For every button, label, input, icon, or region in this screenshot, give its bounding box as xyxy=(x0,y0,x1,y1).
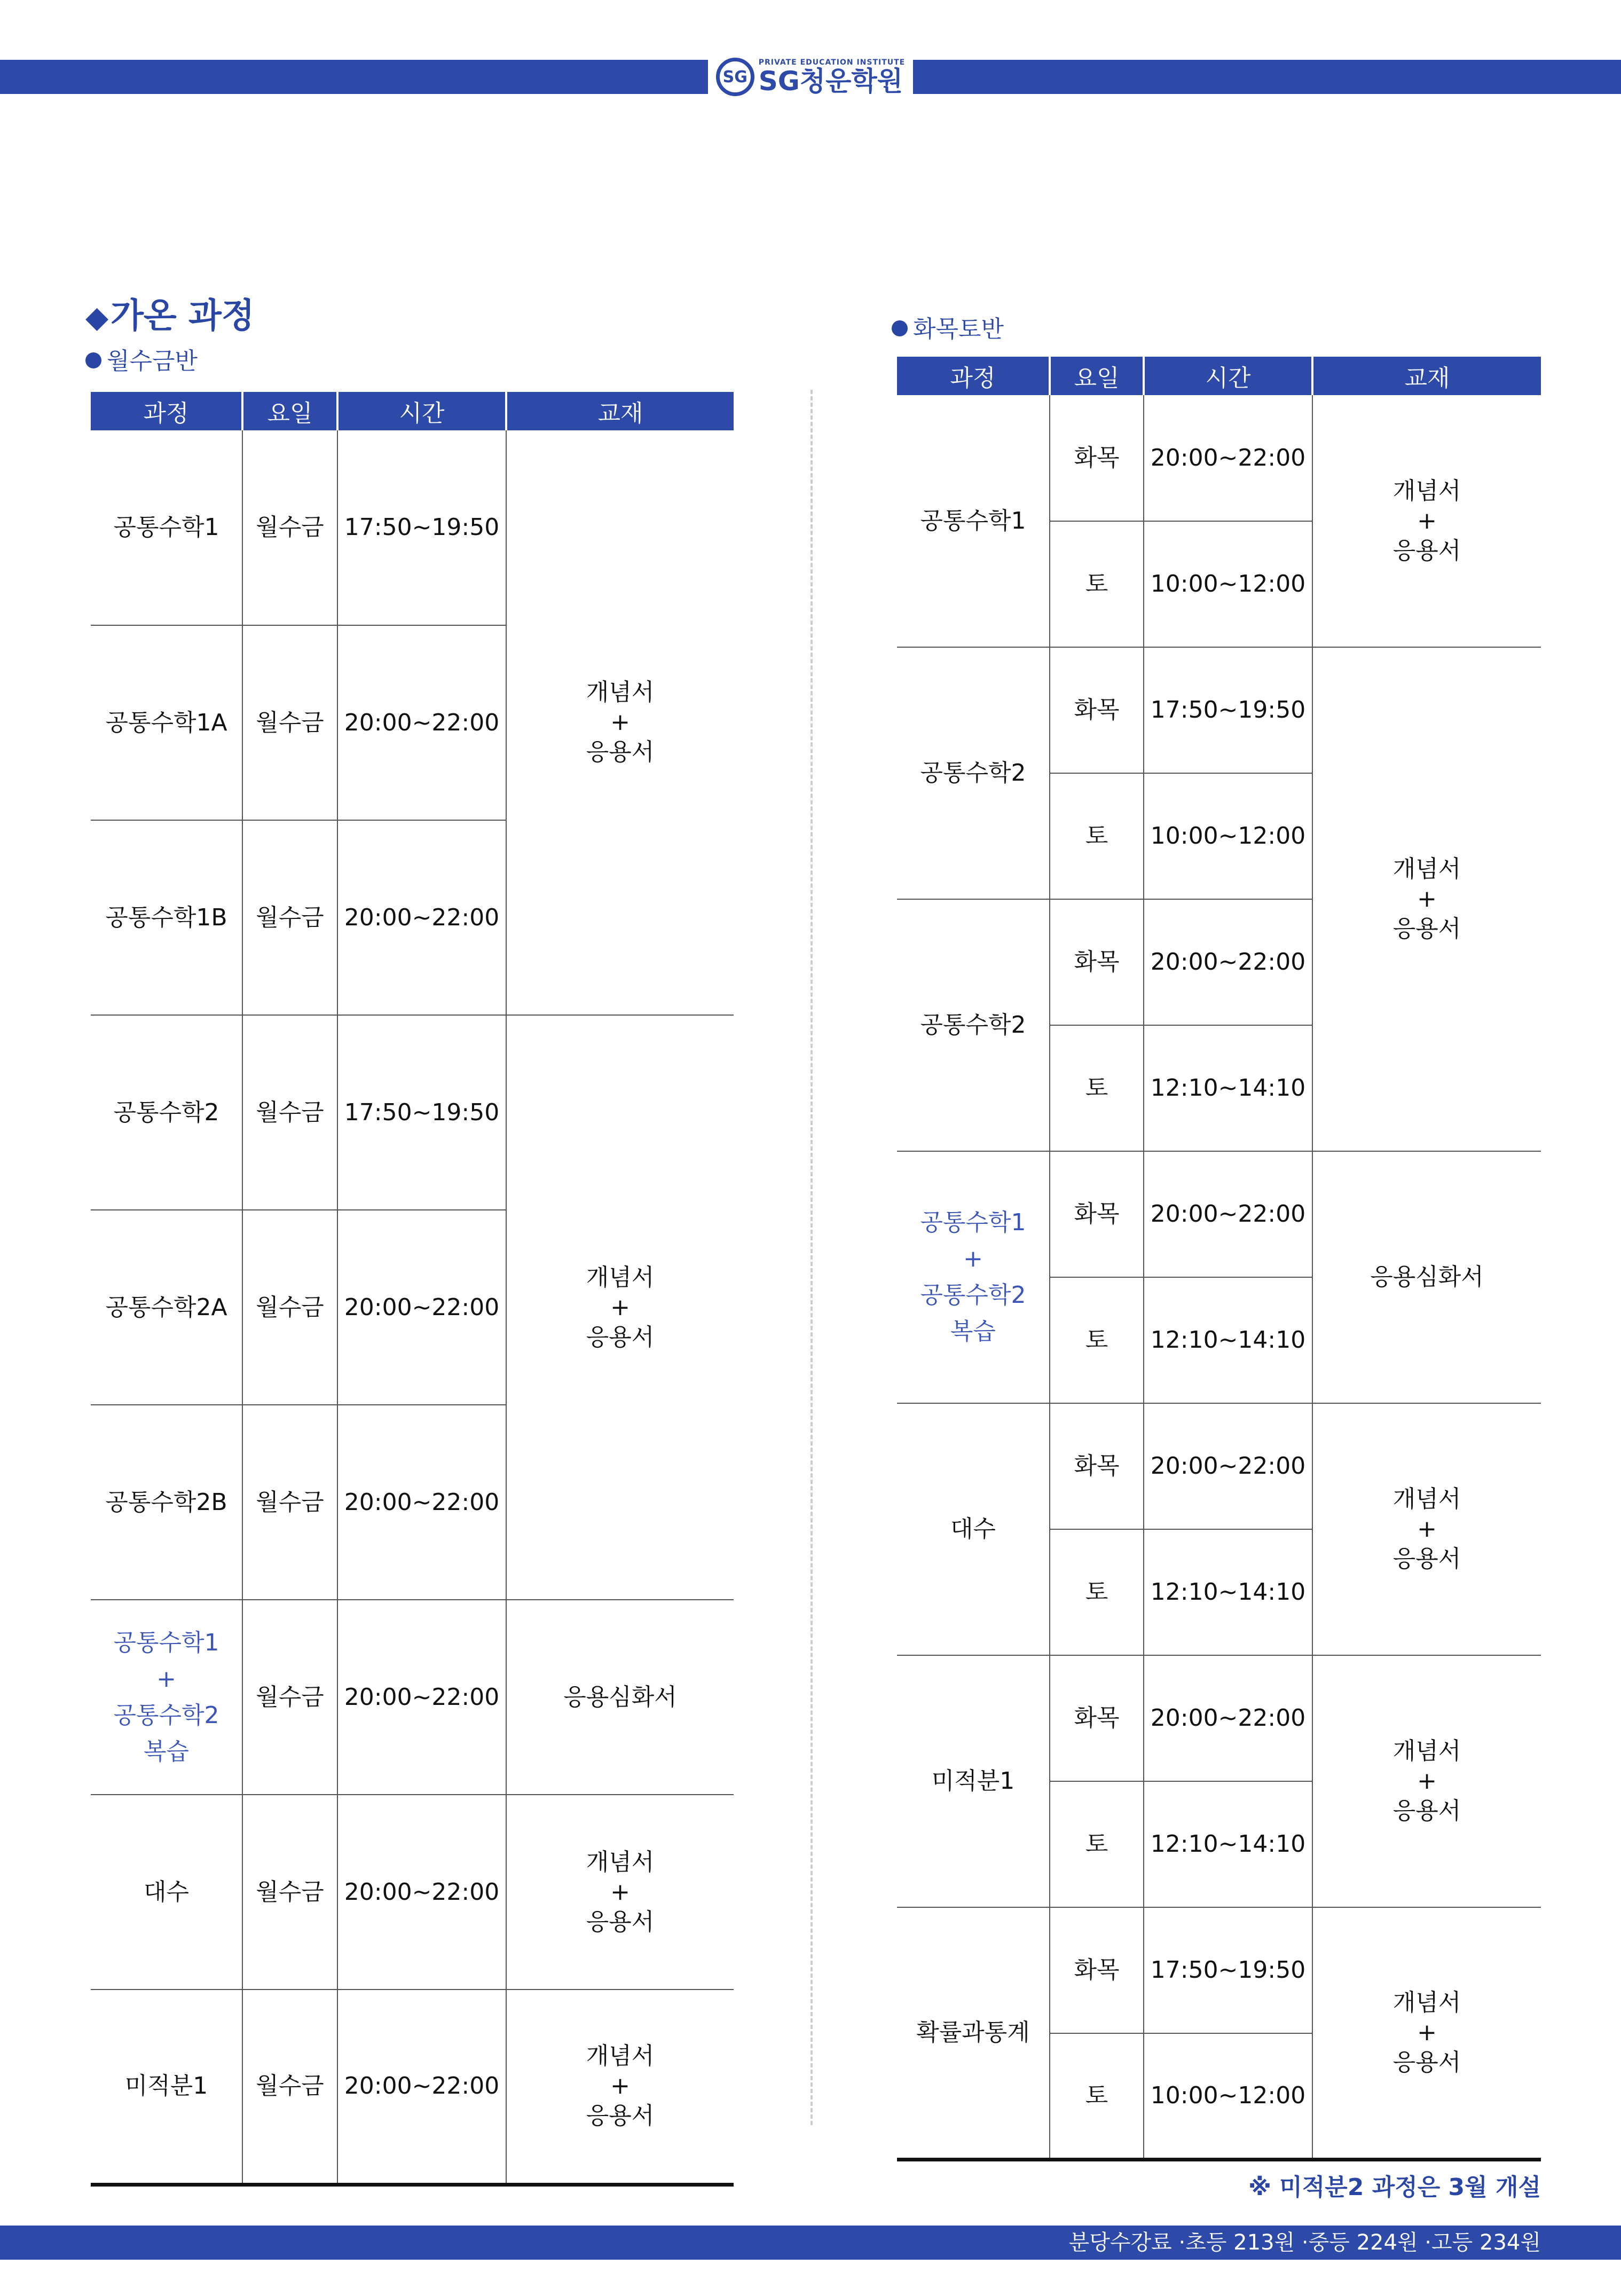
course-name: 공통수학1 + 공통수학2 복습 xyxy=(897,1151,1050,1403)
class-days: 화목 xyxy=(1050,1907,1144,2033)
table-row xyxy=(897,395,1541,521)
table-row xyxy=(897,1655,1541,1781)
class-time: 10:00~12:00 xyxy=(1144,2033,1312,2159)
logo-subtitle: PRIVATE EDUCATION INSTITUTE xyxy=(758,58,906,67)
class-days: 월수금 xyxy=(242,430,337,625)
course-name: 공통수학2B xyxy=(91,1405,242,1600)
class-time: 20:00~22:00 xyxy=(1144,1655,1312,1781)
class-days: 월수금 xyxy=(242,625,337,820)
class-days: 화목 xyxy=(1050,1151,1144,1277)
course-name: 공통수학1 xyxy=(897,395,1050,647)
table-row xyxy=(91,1600,734,1795)
textbook: 개념서 + 응용서 xyxy=(506,430,734,1015)
class-days: 화목 xyxy=(1050,1655,1144,1781)
class-time: 20:00~22:00 xyxy=(337,1600,506,1795)
textbook: 개념서 + 응용서 xyxy=(506,1795,734,1990)
textbook: 개념서 + 응용서 xyxy=(1312,647,1541,1151)
class-time: 10:00~12:00 xyxy=(1144,521,1312,647)
textbook: 개념서 + 응용서 xyxy=(1312,1655,1541,1907)
class-days: 토 xyxy=(1050,521,1144,647)
course-name: 공통수학1 xyxy=(91,430,242,625)
course-name: 미적분1 xyxy=(897,1655,1050,1907)
column-header: 교재 xyxy=(506,392,734,430)
table-row xyxy=(91,1015,734,1210)
diamond-icon: ◆ xyxy=(85,300,109,335)
logo-name: SG청운학원 xyxy=(758,66,903,97)
column-header: 시간 xyxy=(1144,357,1312,395)
course-name: 미적분1 xyxy=(91,1990,242,2184)
class-days: 월수금 xyxy=(242,1795,337,1990)
class-time: 12:10~14:10 xyxy=(1144,1529,1312,1655)
class-time: 17:50~19:50 xyxy=(1144,1907,1312,2033)
table-row xyxy=(897,647,1541,773)
class-days: 월수금 xyxy=(242,820,337,1015)
class-time: 20:00~22:00 xyxy=(1144,1403,1312,1529)
textbook: 응용심화서 xyxy=(506,1600,734,1795)
course-name: 대수 xyxy=(91,1795,242,1990)
column-divider xyxy=(810,390,813,2125)
column-header: 과정 xyxy=(897,357,1050,395)
section-title: ◆가온 과정 xyxy=(85,296,255,336)
academy-logo xyxy=(708,53,913,100)
course-name: 공통수학1A xyxy=(91,625,242,820)
course-name: 공통수학2 xyxy=(897,647,1050,899)
table-row xyxy=(91,1990,734,2184)
bullet-dot-icon xyxy=(85,352,101,368)
course-name: 공통수학1B xyxy=(91,820,242,1015)
tuition-rates: 분당수강료 ·초등 213원 ·중등 224원 ·고등 234원 xyxy=(1068,2230,1541,2255)
class-days: 월수금 xyxy=(242,1015,337,1210)
course-name: 확률과통계 xyxy=(897,1907,1050,2159)
class-time: 12:10~14:10 xyxy=(1144,1781,1312,1907)
right-group-title: 화목토반 xyxy=(892,310,1004,344)
schedule-note: ※ 미적분2 과정은 3월 개설 xyxy=(1248,2174,1541,2201)
logo-emblem-icon: SG xyxy=(716,58,754,96)
course-name: 공통수학1 + 공통수학2 복습 xyxy=(91,1600,242,1795)
textbook: 개념서 + 응용서 xyxy=(1312,1907,1541,2159)
class-time: 20:00~22:00 xyxy=(1144,395,1312,521)
class-days: 토 xyxy=(1050,1781,1144,1907)
table-row xyxy=(91,1795,734,1990)
textbook: 개념서 + 응용서 xyxy=(1312,1403,1541,1655)
column-header: 요일 xyxy=(242,392,337,430)
column-header: 시간 xyxy=(337,392,506,430)
table-row xyxy=(897,1907,1541,2033)
class-time: 20:00~22:00 xyxy=(337,1795,506,1990)
class-days: 화목 xyxy=(1050,899,1144,1025)
class-time: 20:00~22:00 xyxy=(337,820,506,1015)
column-header: 과정 xyxy=(91,392,242,430)
table-row xyxy=(897,1151,1541,1277)
class-days: 화목 xyxy=(1050,1403,1144,1529)
class-time: 20:00~22:00 xyxy=(337,1210,506,1405)
class-days: 토 xyxy=(1050,773,1144,899)
left-group-title: 월수금반 xyxy=(85,342,198,376)
column-header: 요일 xyxy=(1050,357,1144,395)
class-time: 10:00~12:00 xyxy=(1144,773,1312,899)
class-days: 월수금 xyxy=(242,1990,337,2184)
course-name: 공통수학2A xyxy=(91,1210,242,1405)
table-row xyxy=(91,430,734,625)
class-time: 20:00~22:00 xyxy=(337,625,506,820)
class-days: 토 xyxy=(1050,1277,1144,1403)
textbook: 응용심화서 xyxy=(1312,1151,1541,1403)
course-name: 대수 xyxy=(897,1403,1050,1655)
mwf-schedule-table xyxy=(91,392,734,2187)
class-days: 화목 xyxy=(1050,395,1144,521)
textbook: 개념서 + 응용서 xyxy=(1312,395,1541,647)
class-time: 20:00~22:00 xyxy=(1144,1151,1312,1277)
bullet-dot-icon xyxy=(892,320,908,336)
tts-schedule-table xyxy=(897,357,1541,2161)
column-header: 교재 xyxy=(1312,357,1541,395)
class-days: 토 xyxy=(1050,2033,1144,2159)
class-time: 17:50~19:50 xyxy=(337,430,506,625)
class-time: 20:00~22:00 xyxy=(1144,899,1312,1025)
class-days: 토 xyxy=(1050,1529,1144,1655)
class-days: 월수금 xyxy=(242,1600,337,1795)
class-time: 12:10~14:10 xyxy=(1144,1025,1312,1151)
class-days: 월수금 xyxy=(242,1405,337,1600)
textbook: 개념서 + 응용서 xyxy=(506,1990,734,2184)
class-days: 월수금 xyxy=(242,1210,337,1405)
class-days: 화목 xyxy=(1050,647,1144,773)
class-time: 20:00~22:00 xyxy=(337,1990,506,2184)
course-name: 공통수학2 xyxy=(91,1015,242,1210)
textbook: 개념서 + 응용서 xyxy=(506,1015,734,1600)
class-time: 20:00~22:00 xyxy=(337,1405,506,1600)
table-row xyxy=(897,1403,1541,1529)
class-days: 토 xyxy=(1050,1025,1144,1151)
class-time: 17:50~19:50 xyxy=(1144,647,1312,773)
class-time: 17:50~19:50 xyxy=(337,1015,506,1210)
class-time: 12:10~14:10 xyxy=(1144,1277,1312,1403)
course-name: 공통수학2 xyxy=(897,899,1050,1151)
